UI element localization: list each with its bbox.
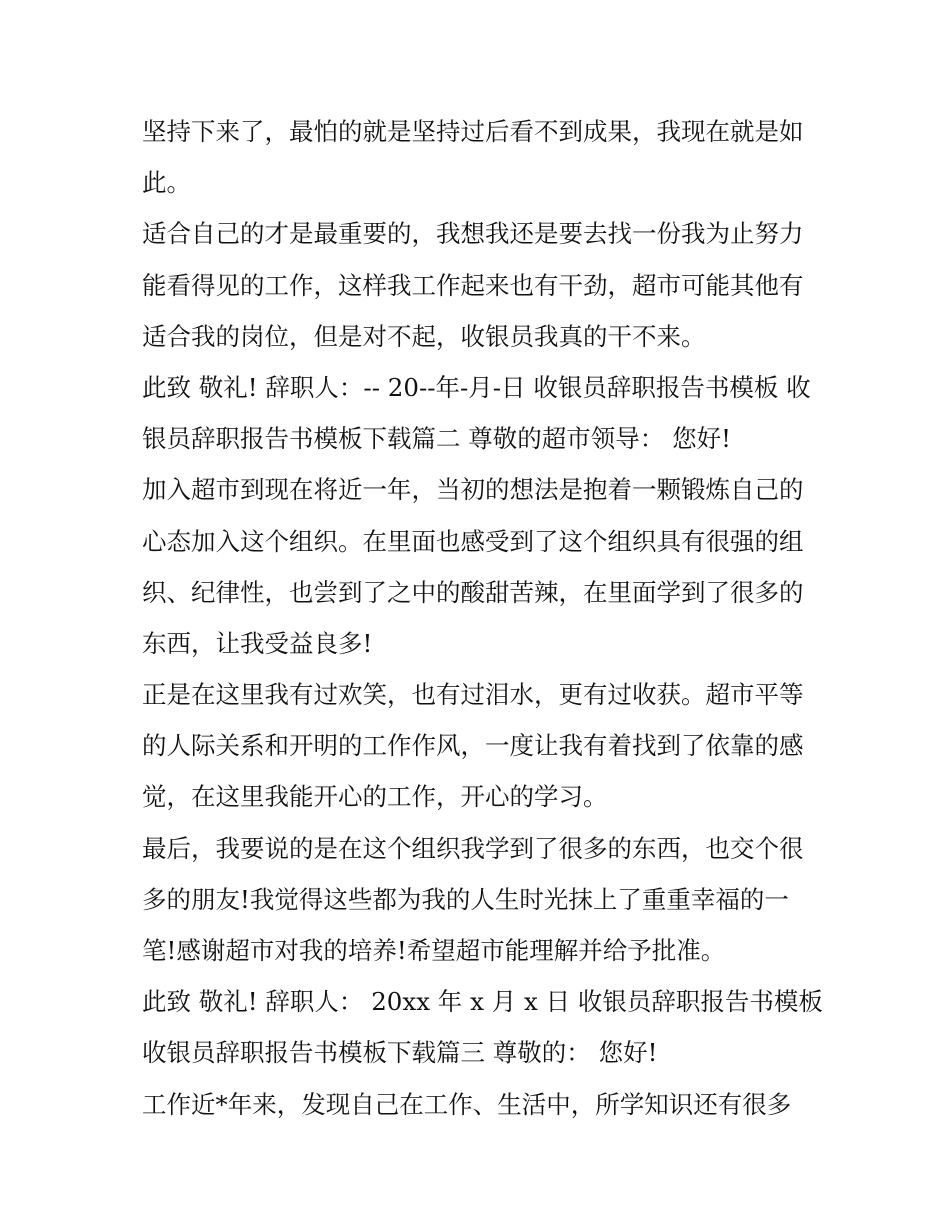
text-line: 觉，在这里我能开心的工作，开心的学习。 <box>142 782 608 812</box>
document-body <box>142 106 822 1130</box>
text-line: 银员辞职报告书模板下载篇二 尊敬的超市领导： 您好! <box>142 424 731 454</box>
text-line: 心态加入这个组织。在里面也感受到了这个组织具有很强的组 <box>142 526 804 556</box>
text-line: 最后，我要说的是在这个组织我学到了很多的东西，也交个很 <box>142 833 804 863</box>
text-line: 正是在这里我有过欢笑，也有过泪水，更有过收获。超市平等 <box>142 680 804 710</box>
text-line: 此致 敬礼! 辞职人：-- 20--年-月-日 收银员辞职报告书模板 收 <box>142 372 811 402</box>
text-line: 织、纪律性，也尝到了之中的酸甜苦辣，在里面学到了很多的 <box>142 577 804 607</box>
text-line: 适合自己的才是最重要的，我想我还是要去找一份我为止努力 <box>142 219 804 249</box>
text-line: 适合我的岗位，但是对不起，收银员我真的干不来。 <box>142 321 706 351</box>
text-line: 多的朋友!我觉得这些都为我的人生时光抹上了重重幸福的一 <box>142 884 789 914</box>
text-line: 笔!感谢超市对我的培养!希望超市能理解并给予批准。 <box>142 936 726 965</box>
text-line: 此。 <box>142 168 191 198</box>
text-line: 坚持下来了，最怕的就是坚持过后看不到成果，我现在就是如 <box>142 117 804 146</box>
text-line: 工作近*年来，发现自己在工作、生活中，所学知识还有很多 <box>142 1089 792 1119</box>
text-line: 加入超市到现在将近一年，当初的想法是抱着一颗锻炼自己的 <box>142 475 804 505</box>
text-line: 收银员辞职报告书模板下载篇三 尊敬的： 您好! <box>142 1038 658 1068</box>
text-line: 的人际关系和开明的工作作风，一度让我有着找到了依靠的感 <box>142 731 804 761</box>
text-line: 东西，让我受益良多! <box>142 628 373 658</box>
text-line: 此致 敬礼! 辞职人： 20xx 年 x 月 x 日 收银员辞职报告书模板 <box>142 987 823 1017</box>
text-line: 能看得见的工作，这样我工作起来也有干劲，超市可能其他有 <box>142 270 804 300</box>
